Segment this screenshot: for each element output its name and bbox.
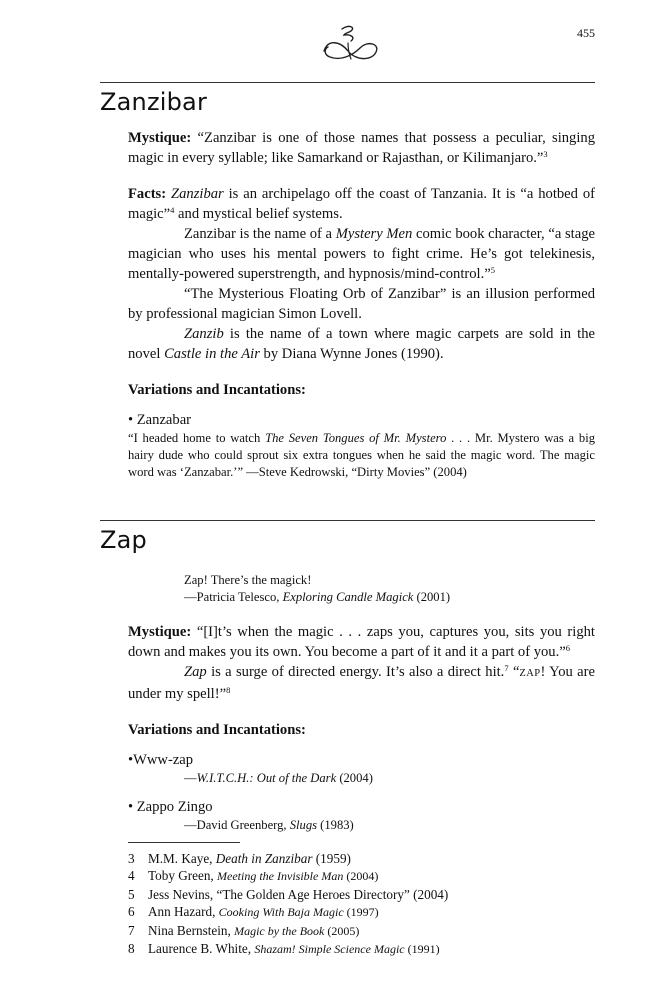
zanzibar-facts: Facts: Zanzibar is an archipelago off the coast of Tanzania. It is “a hotbed of magic”$^4$ and mystical belief systems. (128, 186, 595, 222)
zap-epigraph: Zap! There’s the magick! —Patricia Telesco, Exploring Candle Magick (2001) (184, 573, 451, 604)
section-rule (100, 520, 595, 521)
zap-paragraph: Zap is a surge of directed energy. It’s also a direct hit.$^7$ “ZAP! You are under my spell!”$^8$ (128, 663, 595, 702)
footnotes (128, 850, 595, 958)
variations-label: Variations and Incantations: (128, 722, 306, 738)
facts-label: Facts: (128, 186, 167, 202)
zanzibar-paragraph: Zanzib is the name of a town where magic carpets are sold in the novel Castle in the Air by Diana Wynne Jones (1990). (128, 326, 595, 362)
entry-heading-zap: Zap (100, 526, 147, 554)
zap-mystique: Mystique: “[I]t’s when the magic . . . zaps you, captures you, sits you right down and makes you its own. You become a part of it and it a part of you.”$^6$ (128, 624, 595, 660)
entry-heading-zanzibar: Zanzibar (100, 88, 208, 116)
variation-source: —David Greenberg, Slugs (1983) (184, 818, 354, 832)
page-number: 455 (577, 26, 595, 40)
zanzibar-section (128, 128, 595, 481)
flourish-ornament-icon (318, 21, 382, 63)
mystique-label: Mystique: (128, 130, 192, 146)
zanzibar-mystique: Mystique: “Zanzibar is one of those names that possess a peculiar, singing magic in every syllable; like Samarkand or Rajasthan, or Kilimanjaro.”$^3$ (128, 130, 595, 166)
footnote: 5 Jess Nevins, “The Golden Age Heroes Directory” (2004) (128, 886, 449, 902)
variation-quote: “I headed home to watch The Seven Tongues of Mr. Mystero . . . Mr. Mystero was a big hairy dude who could sprout six extra tongues when he said the magic word. The magic word was ‘Zanzabar.’” —Steve Kedrowski, “Dirty Movies” (2004) (128, 431, 595, 479)
footnote: 4 Toby Green, Meeting the Invisible Man (2004) (128, 868, 379, 884)
footnote-ref: 6 (565, 643, 570, 653)
footnote: 7 Nina Bernstein, Magic by the Book (2005) (128, 922, 360, 938)
variation-name: • Zanzabar (128, 412, 192, 428)
footnote-rule (128, 842, 240, 843)
footnote: 8 Laurence B. White, Shazam! Simple Science Magic (1991) (128, 941, 440, 957)
variation-source: —W.I.T.C.H.: Out of the Dark (2004) (184, 771, 373, 785)
variation-name: • Zappo Zingo (128, 799, 213, 815)
header-rule (100, 82, 595, 83)
footnote-ref: 8 (226, 685, 231, 695)
footnote-ref: 7 (504, 663, 509, 673)
footnote-ref: 4 (170, 205, 175, 215)
zanzibar-paragraph: “The Mysterious Floating Orb of Zanzibar” is an illusion performed by professional magician Simon Lovell. (128, 286, 595, 322)
footnote-ref: 5 (490, 265, 495, 275)
footnote: 6 Ann Hazard, Cooking With Baja Magic (1997) (128, 904, 379, 920)
footnote: 3 M.M. Kaye, Death in Zanzibar (1959) (128, 851, 351, 866)
footnote-ref: 3 (543, 149, 548, 159)
mystique-label: Mystique: (128, 624, 192, 640)
variations-label: Variations and Incantations: (128, 382, 306, 398)
zap-section (128, 622, 595, 834)
variation-name: •Www-zap (128, 752, 194, 768)
zanzibar-paragraph: Zanzibar is the name of a Mystery Men comic book character, “a stage magician who uses his mental powers to fight crime. He’s got telekinesis, mentally-powered superstrength, and hypnosis/mind-control.”$^5$ (128, 226, 595, 282)
